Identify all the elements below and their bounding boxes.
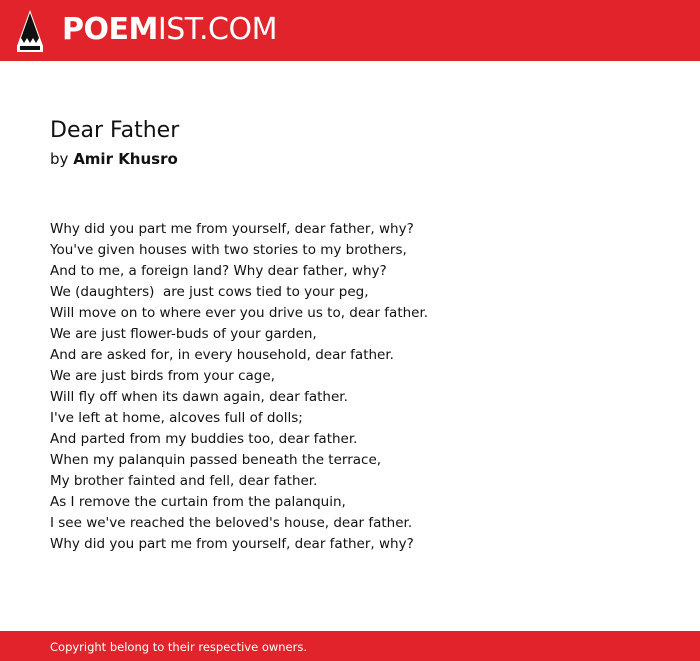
poem-line: And parted from my buddies too, dear father. — [50, 431, 358, 447]
poem-line: And to me, a foreign land? Why dear father, why? — [50, 263, 387, 279]
poem-line: Will move on to where ever you drive us to, dear father. — [50, 305, 429, 321]
poem-line: When my palanquin passed beneath the terrace, — [50, 452, 382, 468]
poem-line: And are asked for, in every household, dear father. — [50, 347, 394, 363]
by-label: by — [50, 150, 69, 168]
poem-line: I've left at home, alcoves full of dolls; — [50, 410, 303, 426]
poem-line: Why did you part me from yourself, dear father, why? — [50, 536, 414, 552]
byline — [50, 149, 178, 169]
pencil-icon[interactable] — [17, 10, 43, 52]
site-footer — [0, 631, 700, 661]
poem-line: We are just birds from your cage, — [50, 368, 275, 384]
poem-body — [50, 219, 428, 555]
author-name: Amir Khusro — [73, 150, 178, 168]
poem-line: We are just flower-buds of your garden, — [50, 326, 317, 342]
poem-line: As I remove the curtain from the palanquin, — [50, 494, 346, 510]
poem-line: Will fly off when its dawn again, dear father. — [50, 389, 348, 405]
site-header — [0, 0, 700, 61]
poem-line: My brother fainted and fell, dear father. — [50, 473, 318, 489]
poem-line: You've given houses with two stories to my brothers, — [50, 242, 407, 258]
poem-line: I see we've reached the beloved's house, dear father. — [50, 515, 413, 531]
poem-line: Why did you part me from yourself, dear father, why? — [50, 221, 414, 237]
logo-bold-text: POEM — [62, 12, 158, 47]
copyright-text: Copyright belong to their respective owners. — [50, 640, 308, 654]
logo-light-text: IST.COM — [157, 12, 277, 47]
poem-title: Dear Father — [50, 118, 180, 143]
site-logo[interactable] — [62, 11, 277, 49]
poem-line: We (daughters) are just cows tied to your peg, — [50, 284, 369, 300]
